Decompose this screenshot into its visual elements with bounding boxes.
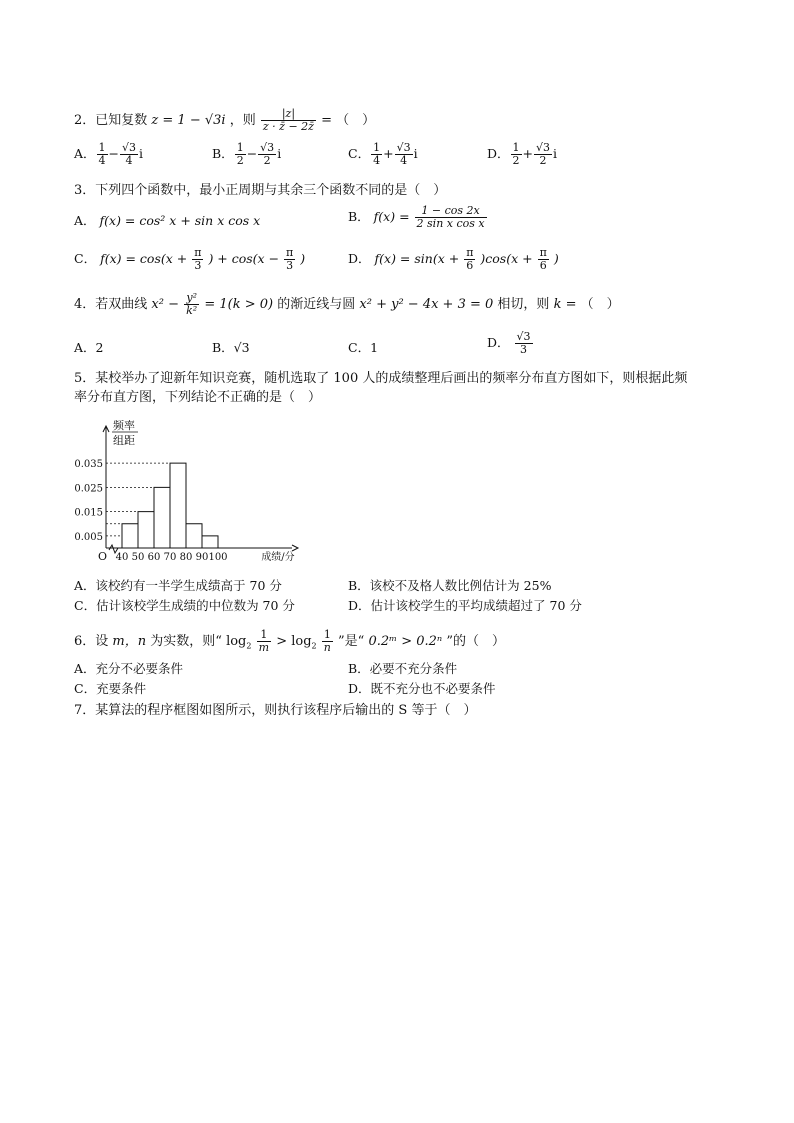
histogram-bar [122,524,138,548]
q3-d-expr-c: ) [553,251,559,266]
x-tick-label: 90 [195,552,209,563]
q5-option-c: C．估计该校学生成绩的中位数为 70 分 [74,598,295,613]
q3-c-frac1 [192,247,203,272]
y-tick-label: 0.035 [74,459,103,471]
q2-opt-d1: 2 [236,154,244,167]
q6-option-a: A．充分不必要条件 [74,661,184,676]
q2-opt-frac2 [258,142,276,167]
q2-opt-d2: 2 [539,154,547,167]
q4-option-c: C．1 [348,340,379,355]
histogram-bar [154,487,170,548]
q2-opt-tail: i [277,146,282,161]
q6-log-b: log [291,634,312,649]
q3-d-label: D． [348,251,371,266]
q3-c-num1: π [194,246,202,259]
q4-hyp-b: = 1(k > 0) [204,297,274,312]
q2-opt-frac1 [371,142,382,167]
q2-opt-n1: 1 [98,141,106,154]
x-axis-arrow [292,545,298,551]
q2-opt-n1: 1 [512,141,520,154]
q3-d-num1: π [466,246,474,259]
histogram-bar [186,524,202,548]
q2-frac-den: z · z̄ − 2z̄ [262,120,314,133]
q3-d-frac2 [538,247,549,272]
question-7-stem: 7．某算法的程序框图如图所示，则执行该程序后输出的 S 等于（ ） [74,703,477,718]
q2-opt-frac1 [97,142,108,167]
q3-c-expr-b: ) + cos(x − [208,251,280,266]
q6-log-sub-b: 2 [311,641,317,651]
q4-text-b: 的渐近线与圆 [277,297,356,312]
q2-opt-tail: i [553,146,558,161]
q2-option-b [212,142,281,167]
q6-vars: m，n [112,634,147,649]
q2-opt-n2: √3 [260,141,275,154]
q2-opt-tail: i [139,146,144,161]
q3-d-expr-b: )cos(x + [480,251,533,266]
q2-opt-frac2 [395,142,413,167]
q2-opt-d1: 4 [373,154,381,167]
q6-option-d: D．既不充分也不必要条件 [348,681,496,696]
q2-opt-frac2 [120,142,138,167]
q4-d-label: D． [487,335,510,350]
y-label-top: 频率 [113,420,135,432]
q2-opt-d1: 4 [98,154,106,167]
x-tick-label: 80 [179,552,193,563]
q4-text-a: 4．若双曲线 [74,297,148,312]
q2-opt-tail: i [413,146,418,161]
q3-c-den1: 3 [194,259,202,272]
q2-opt-frac1 [511,142,522,167]
q3-c-den2: 3 [286,259,294,272]
y-label-bottom: 组距 [113,434,135,447]
q3-b-label: B． [348,209,370,224]
q6-num-b: 1 [322,629,333,642]
q6-den-b: n [323,641,331,654]
q6-option-b: B．必要不充分条件 [348,661,458,676]
q3-b-fraction [415,205,487,230]
frequency-histogram [70,420,300,568]
q4-circle: x² + y² − 4x + 3 = 0 [359,297,494,312]
histogram-bar [170,463,186,548]
q6-frac-b [322,629,333,654]
q2-opt-sign: − [108,146,120,161]
q2-opt-n1: 1 [373,141,381,154]
q4-text-d: （ ） [580,297,620,312]
histogram-bar [138,512,154,548]
q6-text-c: ”是“ [338,634,365,649]
q4-hyp-den: k² [186,304,198,317]
origin-label: O [98,550,108,563]
q3-b-den: 2 sin x cos x [416,217,485,230]
q3-c-frac2 [284,247,295,272]
q3-option-c [74,247,305,272]
q6-log-a: log [226,634,247,649]
q2-opt-d2: 4 [400,154,408,167]
q2-opt-sign: − [246,146,258,161]
q2-opt-label: D． [487,146,510,161]
y-tick-label: 0.005 [74,531,103,543]
histogram-svg [70,420,300,568]
q2-opt-n2: √3 [396,141,411,154]
q5-option-b: B．该校不及格人数比例估计为 25% [348,578,552,593]
q4-d-num: √3 [516,330,531,343]
q2-opt-frac1 [235,142,246,167]
q6-text-a: 6．设 [74,634,109,649]
q6-frac-a [257,629,271,654]
q5-option-d: D．估计该校学生的平均成绩超过了 70 分 [348,598,582,613]
q6-num-a: 1 [257,629,271,642]
q2-z-definition: z = 1 − √3i [151,113,226,128]
q4-option-d [487,331,534,356]
q2-text-b: ，则 [229,113,256,128]
histogram-bar [202,536,218,548]
question-4-stem [74,292,620,317]
q2-opt-n1: 1 [236,141,244,154]
q2-opt-sign: + [383,146,394,161]
q4-k-eq: k = [553,297,577,312]
q4-hyp-a: x² − [151,297,179,312]
q2-opt-label: C． [348,146,371,161]
q2-opt-frac2 [534,142,552,167]
q2-opt-label: A． [74,146,96,161]
q4-hyp-fraction [184,292,199,317]
q2-opt-d1: 2 [512,154,520,167]
q2-opt-label: B． [212,146,234,161]
y-tick-label: 0.025 [74,483,103,495]
x-tick-label: 40 [115,552,129,563]
q3-d-den1: 6 [466,259,474,272]
x-axis-label: 成绩/分 [261,552,295,563]
q3-d-expr-a: f(x) = sin(x + [374,251,460,266]
question-5-line2: 率分布直方图，下列结论不正确的是（ ） [74,390,322,405]
q6-gt: > [276,634,288,649]
q2-option-a [74,142,143,167]
q2-frac-num: |z| [261,108,316,121]
x-tick-label: 100 [208,552,228,563]
question-6-stem [74,629,505,655]
q6-text-d: ”的（ ） [446,634,505,649]
q6-text-b: 为实数，则“ [150,634,222,649]
q3-b-num: 1 − cos 2x [415,205,487,218]
question-5-line1: 5．某校举办了迎新年知识竞赛，随机选取了 100 人的成绩整理后画出的频率分布直方图如下，则根据此频 [74,371,688,386]
q3-d-frac1 [464,247,475,272]
q3-c-expr-a: f(x) = cos(x + [100,251,188,266]
question-3-stem: 3．下列四个函数中，最小正周期与其余三个函数不同的是（ ） [74,183,447,198]
q2-opt-n2: √3 [122,141,137,154]
q3-c-label: C． [74,251,97,266]
q3-d-num2: π [539,246,547,259]
q4-option-a: A．2 [74,340,104,355]
q3-c-num2: π [286,246,294,259]
q3-option-b [348,205,488,230]
q2-opt-n2: √3 [536,141,551,154]
x-tick-label: 50 [131,552,145,563]
q6-log-sub-a: 2 [246,641,252,651]
q3-a-label: A． [74,213,96,228]
q2-opt-d2: 4 [125,154,133,167]
q4-text-c: 相切，则 [497,297,550,312]
q2-text-c: = （ ） [321,113,376,128]
y-tick-label: 0.015 [74,507,103,519]
q2-opt-sign: + [522,146,534,161]
q2-text-a: 2．已知复数 [74,113,148,128]
q6-den-a: m [258,641,270,654]
q5-option-a: A．该校约有一半学生成绩高于 70 分 [74,578,282,593]
q2-opt-d2: 2 [263,154,271,167]
q3-d-den2: 6 [539,259,547,272]
q2-fraction [261,108,316,133]
q4-d-den: 3 [520,343,528,356]
x-tick-label: 70 [163,552,177,563]
q6-option-c: C．充要条件 [74,681,147,696]
question-2-stem [74,108,375,133]
q3-c-expr-c: ) [300,251,306,266]
q3-a-expr: f(x) = cos² x + sin x cos x [99,213,261,228]
x-tick-label: 60 [147,552,161,563]
q4-option-b: B．√3 [212,340,250,355]
q2-option-d [487,142,557,167]
q2-option-c [348,142,418,167]
q6-pow: 0.2ᵐ > 0.2ⁿ [368,634,443,649]
q3-b-lhs: f(x) = [373,209,410,224]
q4-d-fraction [515,331,533,356]
q3-option-a [74,213,260,229]
q4-hyp-num: y² [184,292,199,305]
q3-option-d [348,247,559,272]
